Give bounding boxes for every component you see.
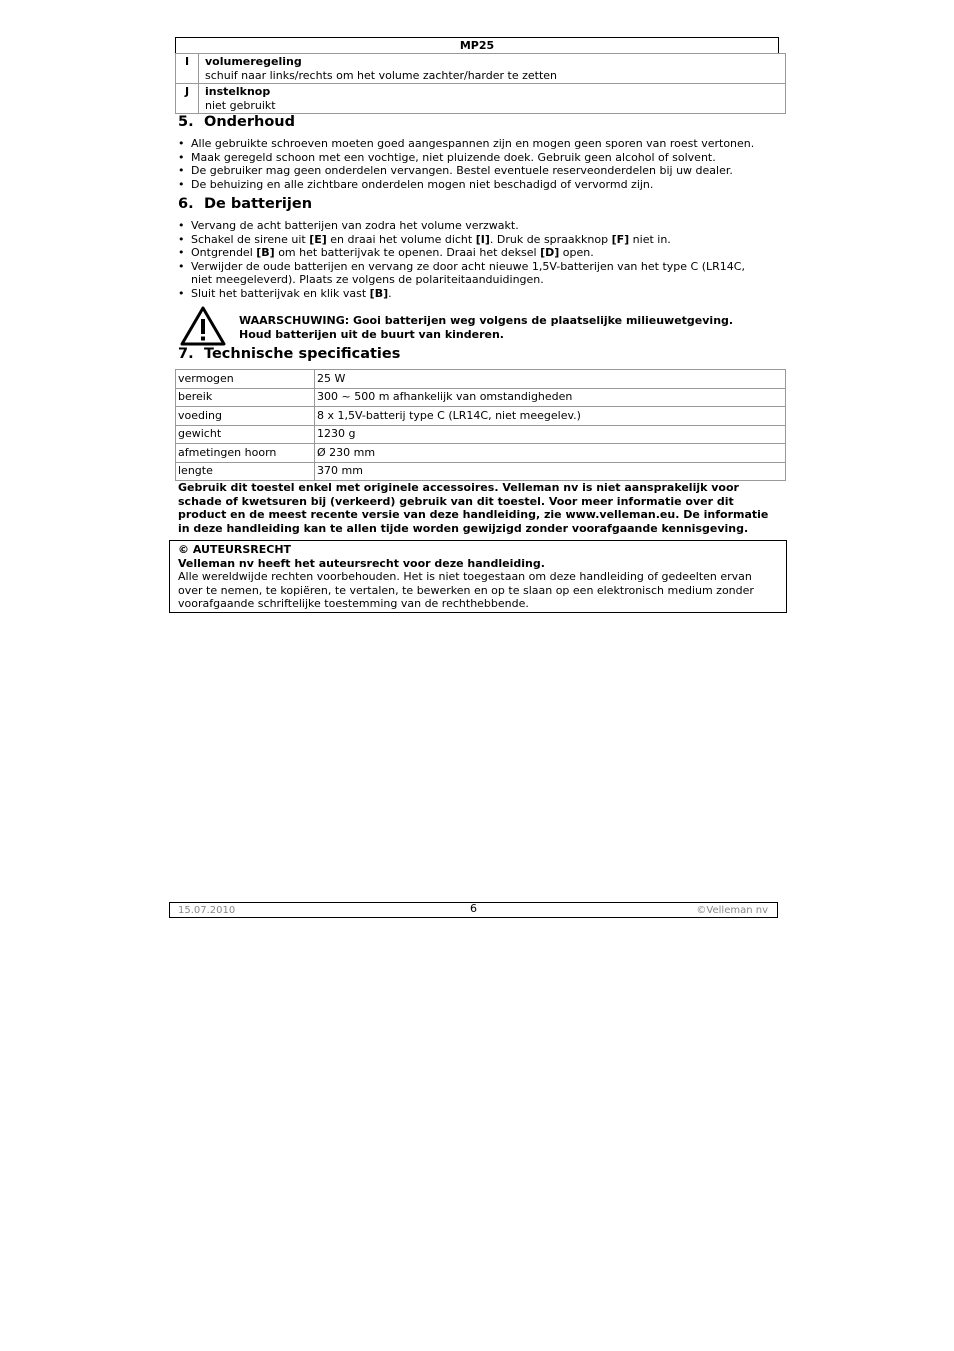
document-header — [175, 37, 779, 53]
copyright-box: © AUTEURSRECHT Velleman nv heeft het auteursrecht voor deze handleiding. Alle wereldwijde rechten voorbehouden. Het is niet toegestaan om deze handleiding of gedeelten ervan over te nemen, te kopiëren, te vertalen, te bewerken en op te slaan op een elektronisch medium zonder voorafgaande schriftelijke toestemming van de rechthebbende. — [169, 540, 787, 613]
table-row: bereik 300 ~ 500 m afhankelijk van omstandigheden — [176, 388, 786, 407]
list-item: • Ontgrendel [B] om het batterijvak te openen. Draai het deksel [D] open. — [178, 246, 778, 260]
copyright-subtitle: Velleman nv heeft het auteursrecht voor deze handleiding. — [178, 556, 545, 570]
section-heading-onderhoud: 5. Onderhoud — [178, 114, 296, 130]
table-row: gewicht 1230 g — [176, 425, 786, 444]
table-row: vermogen 25 W — [176, 370, 786, 389]
item-key: I — [176, 54, 199, 84]
warning-text: WAARSCHUWING: Gooi batterijen weg volgens de plaatselijke milieuwetgeving. Houd batterijen uit de buurt van kinderen. — [239, 314, 734, 341]
item-title: instelknop — [205, 85, 271, 99]
item-desc: niet gebruikt — [205, 98, 276, 112]
battery-list — [178, 219, 778, 301]
maintenance-list — [178, 137, 778, 191]
item-title: volumeregeling — [205, 55, 302, 68]
specs-table — [175, 369, 786, 481]
page-footer — [169, 902, 778, 918]
page-number: 6 — [470, 902, 477, 915]
list-item: • De behuizing en alle zichtbare onderdelen mogen niet beschadigd of vervormd zijn. — [178, 178, 778, 192]
table-row: afmetingen hoorn Ø 230 mm — [176, 444, 786, 463]
item-key: J — [176, 84, 199, 114]
list-item: • Schakel de sirene uit [E] en draai het volume dicht [I]. Druk de spraakknop [F] niet in. — [178, 233, 778, 247]
item-cell — [199, 84, 786, 114]
section-heading-specificaties: 7. Technische specificaties — [178, 346, 401, 362]
item-desc: schuif naar links/rechts om het volume zachter/harder te zetten — [205, 68, 557, 82]
item-cell — [199, 54, 786, 84]
footer-copyright: ©Velleman nv — [696, 905, 768, 916]
list-item: • Alle gebruikte schroeven moeten goed aangespannen zijn en mogen geen sporen van roest vertonen. — [178, 137, 778, 151]
list-item: • Maak geregeld schoon met een vochtige, niet pluizende doek. Gebruik geen alcohol of solvent. — [178, 151, 778, 165]
list-item: • Vervang de acht batterijen van zodra het volume verzwakt. — [178, 219, 778, 233]
table-row — [176, 84, 786, 114]
list-item: • Sluit het batterijvak en klik vast [B]. — [178, 287, 778, 301]
list-item: • Verwijder de oude batterijen en vervang ze door acht nieuwe 1,5V-batterijen van het type C (LR14C, niet meegeleverd). Plaats ze volgens de polariteitaanduidingen. — [178, 260, 778, 287]
table-row: voeding 8 x 1,5V-batterij type C (LR14C, niet meegelev.) — [176, 407, 786, 426]
copyright-title: © AUTEURSRECHT — [178, 543, 292, 556]
list-item: • De gebruiker mag geen onderdelen vervangen. Bestel eventuele reserveonderdelen bij uw dealer. — [178, 164, 778, 178]
model-name: MP25 — [459, 39, 495, 52]
notice-paragraph: Gebruik dit toestel enkel met originele accessoires. Velleman nv is niet aansprakelijk voor schade of kwetsuren bij (verkeerd) gebruik van dit toestel. Voor meer informatie over dit product en de meest recente versie van deze handleiding, zie www.velleman.eu. De informatie in deze handleiding kan te allen tijde worden gewijzigd zonder voorafgaande kennisgeving. — [178, 481, 769, 535]
table-row — [176, 54, 786, 84]
section-heading-batterijen: 6. De batterijen — [178, 196, 313, 212]
footer-date: 15.07.2010 — [178, 905, 236, 916]
items-table — [175, 53, 786, 114]
table-row: lengte 370 mm — [176, 462, 786, 481]
warning-triangle-icon — [180, 306, 226, 346]
